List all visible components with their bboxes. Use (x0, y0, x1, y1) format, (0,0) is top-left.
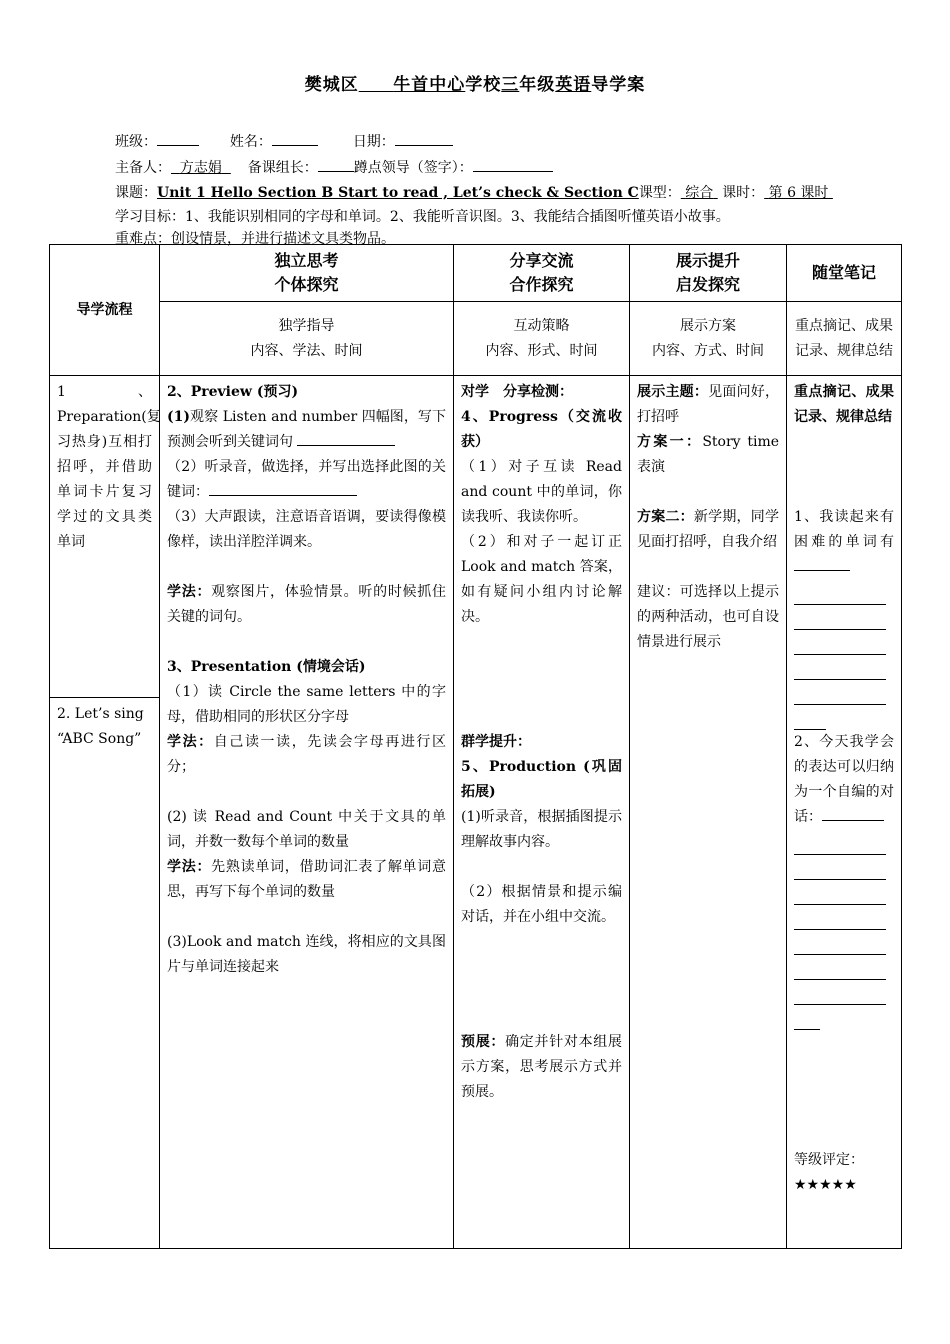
supervisor-field[interactable] (473, 157, 553, 172)
pair-label: 对学 分享检测： (461, 384, 573, 400)
col2-subheader: 互动策略 内容、形式、时间 (454, 302, 630, 376)
preview-item-1: (1)观察 Listen and number 四幅图，写下预测会听到关键词句 (167, 409, 446, 450)
col3-header: 展示提升 启发探究 (630, 245, 787, 302)
progress-item-1: （1）对子互读 Read and count 中的单词，你读我听、我读你听。 (461, 459, 622, 525)
notes-question-2: 2、今天我学会的表达可以归纳为一个自编的对话： (794, 734, 894, 825)
presentation-item-1: （1）读 Circle the same letters 中的字母，借助相同的形状区分字母 (167, 684, 446, 725)
key-points: 重难点：创设情景，并进行描述文具类物品。 (115, 231, 395, 247)
preparer-value: 方志娟 (179, 160, 222, 176)
header-row-3 (115, 182, 833, 202)
type-label: 课型： (638, 185, 681, 201)
progress-title: 4、Progress（交流收获） (461, 409, 622, 450)
col3-subheader: 展示方案 内容、方式、时间 (630, 302, 787, 376)
method-3: 学法：先熟读单词，借助词汇表了解单词意思，再写下每个单词的数量 (167, 859, 447, 900)
lesson-table (49, 244, 902, 1249)
method-2: 学法：自己读一读，先读会字母再进行区分； (167, 734, 447, 775)
notes-blank-line[interactable] (794, 880, 886, 905)
notes-blank-line[interactable] (794, 630, 886, 655)
notes-blank-line[interactable] (794, 1005, 820, 1030)
preview-item-2: （2）听录音，做选择，并写出选择此图的关键词： (167, 459, 446, 500)
notes-blank-line[interactable] (794, 705, 826, 730)
notes-blank-line[interactable] (794, 580, 886, 605)
plan-2: 方案二：新学期，同学见面打招呼，自我介绍 (637, 509, 780, 550)
col4-header: 随堂笔记 (787, 245, 902, 302)
col4-subheader: 重点摘记、成果记录、规律总结 (787, 302, 902, 376)
production-item-1: (1)听录音，根据插图提示理解故事内容。 (461, 809, 622, 850)
name-field[interactable] (272, 131, 318, 146)
col2-content (454, 376, 630, 1249)
notes-blank-line[interactable] (794, 655, 886, 680)
group-leader-field[interactable] (318, 157, 354, 172)
preview-item-1-blank[interactable] (297, 431, 395, 446)
title-grade: 三 (501, 75, 520, 95)
col2-header: 分享交流 合作探究 (454, 245, 630, 302)
notes-blank-line[interactable] (794, 980, 886, 1005)
supervisor-label: 蹲点领导（签字）： (353, 160, 473, 176)
date-field[interactable] (395, 131, 453, 146)
presentation-item-2: (2) 读 Read and Count 中关于文具的单词，并数一数每个单词的数量 (167, 809, 446, 850)
flow-step-2: 2. Let’s sing “ABC Song” (50, 698, 160, 1249)
method-1: 学法：观察图片，体验情景。听的时候抓住关键的词句。 (167, 584, 447, 625)
notes-blank-line[interactable] (794, 855, 886, 880)
class-field[interactable] (157, 131, 199, 146)
topic-value: Unit 1 Hello Section B Start to read , Let’s check & Section C (157, 185, 639, 201)
header-row-2 (115, 157, 553, 177)
preview-item-3: （3）大声跟读，注意语音语调，要读得像模像样，读出洋腔洋调来。 (167, 509, 446, 550)
notes-blank-line[interactable] (794, 680, 886, 705)
notes-blank-line[interactable] (794, 605, 886, 630)
col1-content (160, 376, 454, 1249)
notes-blank-line[interactable] (794, 830, 886, 855)
notes-question-1: 1、我读起来有困难的单词有 (794, 505, 894, 580)
production-item-2: （2）根据情景和提示编对话，并在小组中交流。 (461, 884, 622, 925)
period-value: 第 6 课时 (768, 185, 829, 201)
suggestion: 建议：可选择以上提示的两种活动，也可自设情景进行展示 (637, 584, 779, 650)
rating-label: 等级评定： (794, 1152, 864, 1168)
col1-header: 独立思考 个体探究 (160, 245, 454, 302)
notes-blank-line[interactable] (794, 955, 886, 980)
period-label: 课时： (722, 185, 765, 201)
document-title: 樊城区 牛首中心学校三年级英语导学案 (304, 75, 646, 95)
show-theme: 展示主题：见面问好，打招呼 (637, 384, 780, 425)
title-school-blank: 牛首中心 (393, 75, 466, 95)
header-row-1 (115, 131, 453, 151)
learning-goals: 学习目标：1、我能识别相同的字母和单词。2、我能听音识图。3、我能结合插图听懂英语小故事。 (115, 209, 730, 225)
rehearsal: 预展：确定并针对本组展示方案，思考展示方式并预展。 (461, 1034, 623, 1100)
class-label: 班级： (115, 134, 157, 150)
title-subject: 英语 (555, 75, 592, 95)
date-label: 日期： (352, 134, 395, 150)
presentation-title: 3、Presentation (情境会话) (167, 659, 366, 675)
notes-blank-line[interactable] (794, 905, 886, 930)
preview-item-2-blank[interactable] (209, 481, 357, 496)
preparer-label: 主备人： (115, 160, 171, 176)
col3-content (630, 376, 787, 1249)
production-title: 5、Production (巩固拓展) (461, 759, 622, 800)
plan-1: 方案一：Story time 表演 (637, 434, 779, 475)
presentation-item-3: (3)Look and match 连线，将相应的文具图片与单词连接起来 (167, 934, 446, 975)
group-leader-label: 备课组长： (247, 160, 318, 176)
type-value: 综合 (685, 185, 714, 201)
notes-title: 重点摘记、成果记录、规律总结 (794, 384, 894, 425)
group-label: 群学提升： (461, 734, 531, 750)
title-district: 樊城区 (304, 75, 359, 95)
rating-stars[interactable]: ★★★★★ (794, 1177, 857, 1193)
name-label: 姓名： (229, 134, 272, 150)
col4-content (787, 376, 902, 1249)
topic-label: 课题： (115, 185, 157, 201)
col1-subheader: 独学指导 内容、学法、时间 (160, 302, 454, 376)
notes-blank-line[interactable] (794, 930, 886, 955)
progress-item-2: （2）和对子一起订正 Look and match 答案，如有疑问小组内讨论解决。 (461, 534, 622, 625)
preview-title: 2、Preview (预习) (167, 384, 299, 400)
flow-step-1: 1、Preparation(复习热身)互相打招呼，并借助单词卡片复习学过的文具类单词 (50, 376, 160, 698)
flow-header: 导学流程 (50, 245, 160, 376)
